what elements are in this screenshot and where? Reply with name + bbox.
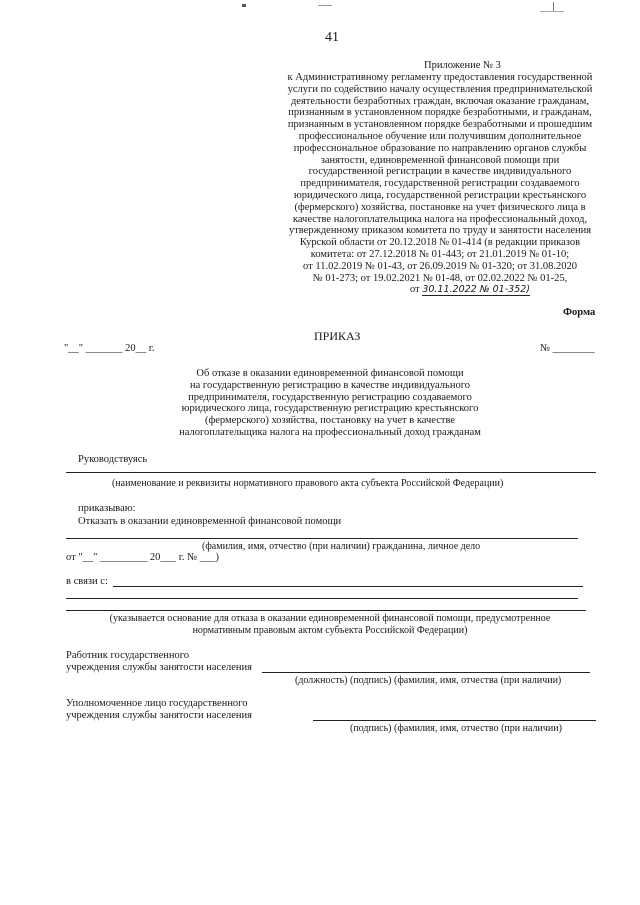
appendix-line: от — [410, 284, 420, 296]
appendix-line: профессиональное обучение или получившим дополнительное — [298, 130, 582, 142]
subject-line: Об отказе в оказании единовременной финансовой помощи — [196, 368, 464, 379]
reason-caption — [80, 613, 580, 636]
citizen-date: от "__" _________ 20___ г. № ___) — [66, 552, 220, 563]
subject-line: налогоплательщика налога на профессиональный доход гражданам — [179, 426, 481, 438]
appendix-line: профессиональное образование по направлению органов службы — [293, 142, 587, 154]
appendix-line: занятости, единовременной финансовой помощи при — [320, 154, 560, 166]
appendix-last-line — [270, 284, 610, 296]
appendix-line: услуги по содействию началу осуществления предпринимательской — [287, 83, 593, 95]
appendix-line: признанным в установленном порядке безработными и прошедшим — [287, 119, 593, 131]
authorized-label-line: учреждения службы занятости населения — [66, 709, 252, 721]
subject-line: (фермерского) хозяйства, постановку на учет в качестве — [204, 415, 456, 427]
scan-speck — [540, 11, 564, 12]
appendix-line: к Административному регламенту предоставления государственной — [287, 72, 593, 83]
page-number: 41 — [325, 30, 339, 45]
subject-line: на государственную регистрацию в качестве индивидуального — [190, 379, 470, 391]
appendix-line: утвержденному приказом комитета по труду и занятости населения — [288, 225, 592, 237]
refuse-text: Отказать в оказании единовременной финансовой помощи — [78, 516, 342, 527]
authorized-label-line: Уполномоченное лицо государственного — [66, 698, 248, 709]
reason-caption-line: (указывается основание для отказа в оказании единовременной финансовой помощи, предусмотренное — [109, 613, 551, 624]
reason-line[interactable] — [66, 610, 586, 611]
appendix-title: Приложение № 3 — [424, 60, 501, 71]
worker-caption: (должность) (подпись) (фамилия, имя, отчества (при наличии) — [295, 675, 562, 686]
date-field: "__" _______ 20__ г. — [64, 343, 155, 354]
worker-label-line: учреждения службы занятости населения — [66, 661, 252, 673]
appendix-line: качестве налогоплательщика налога на профессиональный доход, — [292, 213, 588, 225]
handwritten-amendment: 30.11.2022 № 01-352) — [422, 284, 530, 296]
authorized-caption: (подпись) (фамилия, имя, отчество (при наличии) — [350, 723, 562, 734]
reason-caption-line: нормативным правовым актом субъекта Российской Федерации) — [192, 624, 468, 636]
scan-speck — [242, 4, 246, 7]
order-subject — [160, 368, 500, 439]
worker-signature-line[interactable] — [262, 672, 590, 673]
subject-line: предпринимателя, государственную регистрацию создаваемого — [188, 391, 472, 403]
reason-line[interactable] — [66, 598, 578, 599]
authorized-signature-line[interactable] — [313, 720, 596, 721]
appendix-line: признанным в установленном порядке безработными, и гражданам, — [288, 107, 592, 119]
reason-line[interactable] — [113, 586, 583, 587]
guided-by-line[interactable] — [66, 472, 596, 473]
doc-title: ПРИКАЗ — [314, 329, 361, 343]
form-label: Форма — [563, 307, 596, 318]
subject-line: юридического лица, государственную регистрацию крестьянского — [181, 403, 479, 415]
scan-speck — [318, 5, 332, 6]
appendix-line: № 01-273; от 19.02.2021 № 01-48, от 02.02.2022 № 01-25, — [312, 272, 568, 284]
guided-by-label: Руководствуясь — [78, 454, 148, 465]
appendix-line: деятельности безработных граждан, включая оказание гражданам, — [290, 95, 590, 107]
worker-label — [66, 650, 252, 674]
appendix-line: Курской области от 20.12.2018 № 01-414 (в редакции приказов — [299, 237, 581, 249]
in-connection-label: в связи с: — [66, 576, 108, 587]
authorized-label — [66, 698, 252, 722]
appendix-line: предпринимателя, государственной регистрации создаваемого — [300, 178, 580, 190]
appendix-line: комитета: от 27.12.2018 № 01-443; от 21.01.2019 № 01-10; — [310, 248, 570, 260]
appendix-line: (фермерского) хозяйства, постановке на учет физического лица в — [294, 201, 586, 213]
order-word: приказываю: — [78, 503, 136, 514]
citizen-caption: (фамилия, имя, отчество (при наличии) гражданина, личное дело — [202, 541, 481, 552]
appendix-text — [270, 72, 610, 296]
number-field: № ________ — [540, 343, 595, 354]
appendix-line: от 11.02.2019 № 01-43, от 26.09.2019 № 01-320; от 31.08.2020 — [303, 260, 577, 272]
citizen-line[interactable] — [66, 538, 578, 539]
appendix-line: юридического лица, государственной регистрации крестьянского — [293, 189, 587, 201]
worker-label-line: Работник государственного — [66, 650, 190, 661]
appendix-line: государственной регистрации в качестве индивидуального — [308, 166, 572, 178]
guided-by-caption: (наименование и реквизиты нормативного правового акта субъекта Российской Федерации) — [112, 478, 504, 489]
